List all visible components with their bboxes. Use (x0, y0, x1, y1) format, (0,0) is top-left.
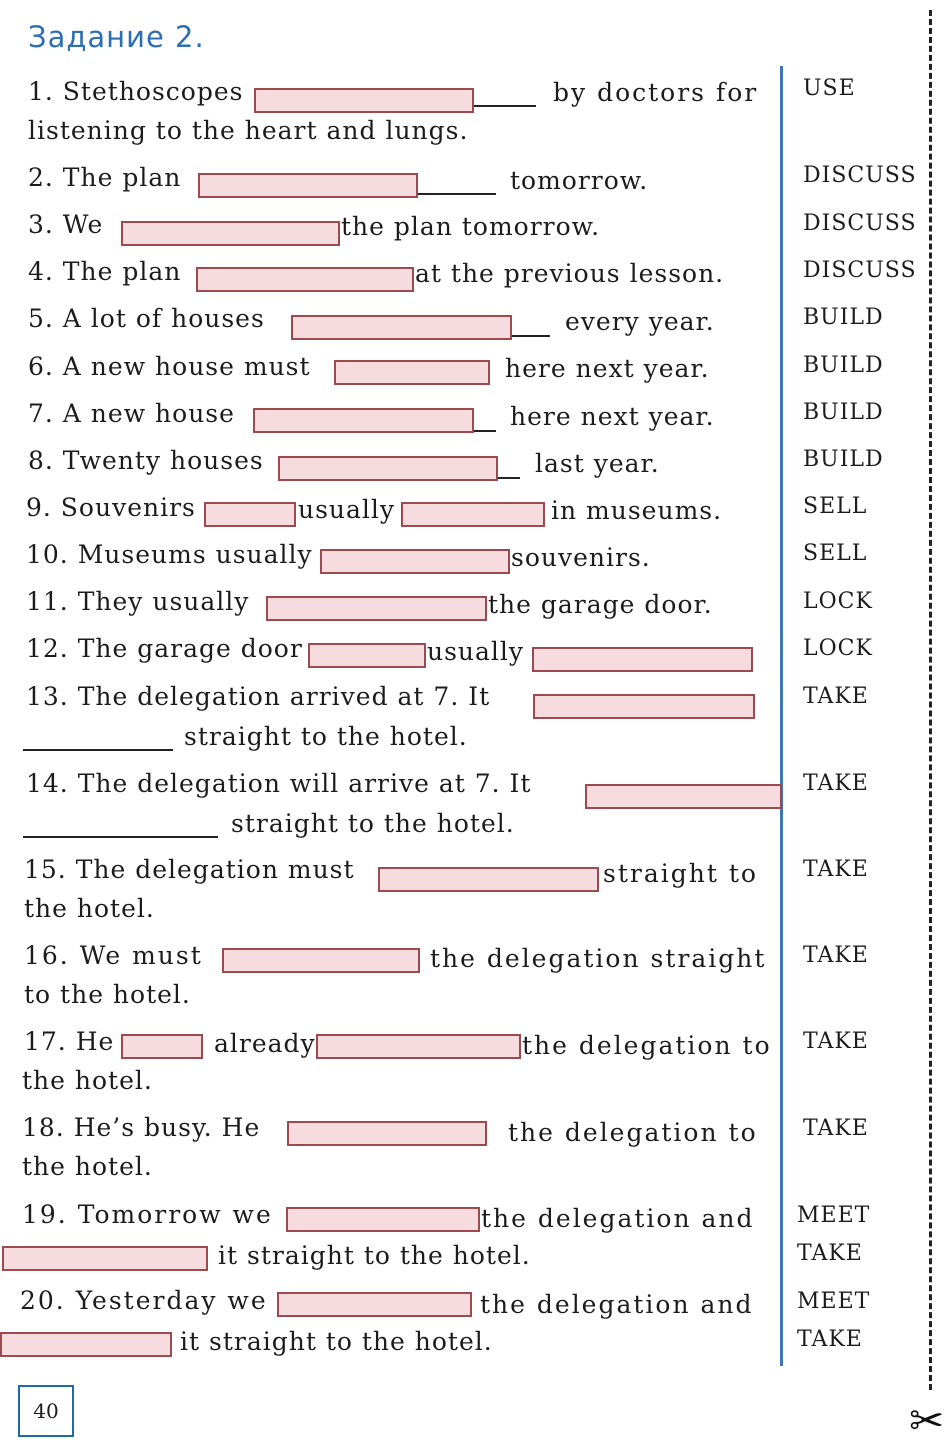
answer-field-1[interactable] (254, 88, 474, 113)
page-number: 40 (18, 1385, 74, 1437)
underline (512, 335, 550, 337)
item-19-text-b: the delegation and (481, 1204, 755, 1233)
item-20-text-c: it straight to the hotel. (180, 1327, 493, 1356)
item-12-text-a: 12. The garage door (26, 634, 303, 663)
item-5-text-b: every year. (565, 307, 715, 336)
item-8-text-a: 8. Twenty houses (28, 446, 264, 475)
item-17-text-d: the hotel. (22, 1066, 153, 1095)
answer-field-20a[interactable] (277, 1292, 472, 1317)
answer-field-12b[interactable] (532, 647, 753, 672)
item-11-text-b: the garage door. (488, 590, 713, 619)
answer-field-4[interactable] (196, 267, 414, 292)
verb-6: BUILD (803, 353, 884, 378)
answer-field-3[interactable] (121, 221, 340, 246)
underline (474, 105, 536, 107)
item-14-text-b: straight to the hotel. (231, 809, 515, 838)
answer-field-5[interactable] (291, 315, 512, 340)
item-10-text-b: souvenirs. (511, 543, 651, 572)
item-7-text-a: 7. A new house (28, 399, 235, 428)
scissors-icon: ✂ (909, 1396, 944, 1445)
item-16-text-a: 16. We must (24, 941, 203, 970)
underline (23, 836, 218, 838)
item-15-text-a: 15. The delegation must (24, 855, 355, 884)
verb-9: SELL (803, 494, 868, 519)
item-1-text-a: 1. Stethoscopes (28, 77, 244, 106)
answer-field-19a[interactable] (286, 1207, 480, 1232)
item-9-text-c: in museums. (551, 496, 723, 525)
column-divider (780, 66, 783, 1366)
item-17-text-a: 17. He (24, 1027, 115, 1056)
verb-15: TAKE (803, 857, 869, 882)
verb-13: TAKE (803, 684, 869, 709)
item-7-text-b: here next year. (510, 402, 715, 431)
underline (474, 430, 496, 432)
item-1-text-b: by doctors for (553, 78, 759, 107)
item-4-text-b: at the previous lesson. (415, 259, 725, 288)
item-6-text-b: here next year. (505, 354, 710, 383)
verb-19a: MEET (797, 1203, 871, 1228)
answer-field-15[interactable] (378, 867, 599, 892)
item-17-text-b: already (214, 1029, 316, 1058)
answer-field-10[interactable] (320, 549, 510, 574)
item-13-text-a: 13. The delegation arrived at 7. It (26, 682, 491, 711)
item-18-text-a: 18. He’s busy. He (22, 1113, 261, 1142)
answer-field-18[interactable] (287, 1121, 487, 1146)
answer-field-9a[interactable] (204, 502, 296, 527)
answer-field-16[interactable] (222, 948, 420, 973)
answer-field-11[interactable] (266, 596, 487, 621)
answer-field-6[interactable] (334, 360, 490, 385)
item-17-text-c: the delegation to (522, 1031, 772, 1060)
page-title: Задание 2. (28, 20, 205, 54)
answer-field-14[interactable] (585, 784, 782, 809)
verb-20b: TAKE (797, 1327, 863, 1352)
verb-4: DISCUSS (803, 258, 917, 283)
answer-field-8[interactable] (278, 456, 498, 481)
verb-1: USE (803, 76, 856, 101)
item-2-text-b: tomorrow. (510, 166, 649, 195)
item-8-text-b: last year. (535, 449, 660, 478)
answer-field-13[interactable] (533, 694, 755, 719)
item-20-text-a: 20. Yesterday we (20, 1286, 268, 1315)
item-19-text-a: 19. Tomorrow we (22, 1200, 273, 1229)
item-15-text-c: the hotel. (24, 894, 155, 923)
verb-10: SELL (803, 541, 868, 566)
verb-18: TAKE (803, 1116, 869, 1141)
answer-field-20b[interactable] (0, 1332, 172, 1357)
underline (418, 193, 496, 195)
answer-field-17a[interactable] (121, 1034, 203, 1059)
item-9-text-a: 9. Souvenirs (26, 493, 196, 522)
answer-field-2[interactable] (198, 173, 418, 198)
verb-2: DISCUSS (803, 163, 917, 188)
item-10-text-a: 10. Museums usually (26, 540, 313, 569)
verb-16: TAKE (803, 943, 869, 968)
item-16-text-c: to the hotel. (24, 980, 191, 1009)
cut-line (929, 10, 932, 1390)
item-1-text-c: listening to the heart and lungs. (28, 116, 469, 145)
item-12-text-b: usually (427, 637, 525, 666)
item-18-text-b: the delegation to (508, 1118, 758, 1147)
verb-3: DISCUSS (803, 211, 917, 236)
item-3-text-b: the plan tomorrow. (341, 212, 601, 241)
item-13-text-b: straight to the hotel. (184, 722, 468, 751)
verb-14: TAKE (803, 771, 869, 796)
item-20-text-b: the delegation and (480, 1290, 754, 1319)
answer-field-12a[interactable] (308, 643, 426, 668)
answer-field-17b[interactable] (316, 1034, 521, 1059)
answer-field-9b[interactable] (401, 502, 545, 527)
underline (498, 477, 520, 479)
verb-20a: MEET (797, 1289, 871, 1314)
verb-19b: TAKE (797, 1241, 863, 1266)
item-9-text-b: usually (298, 495, 396, 524)
verb-5: BUILD (803, 305, 884, 330)
item-5-text-a: 5. A lot of houses (28, 304, 265, 333)
underline (23, 749, 173, 751)
item-18-text-c: the hotel. (22, 1152, 153, 1181)
verb-17: TAKE (803, 1029, 869, 1054)
answer-field-19b[interactable] (2, 1246, 208, 1271)
verb-8: BUILD (803, 447, 884, 472)
item-15-text-b: straight to (603, 859, 758, 888)
item-4-text-a: 4. The plan (28, 257, 182, 286)
item-19-text-c: it straight to the hotel. (218, 1241, 531, 1270)
verb-7: BUILD (803, 400, 884, 425)
item-11-text-a: 11. They usually (26, 587, 250, 616)
item-16-text-b: the delegation straight (430, 944, 767, 973)
verb-12: LOCK (803, 636, 873, 661)
answer-field-7[interactable] (253, 408, 474, 433)
item-14-text-a: 14. The delegation will arrive at 7. It (26, 769, 532, 798)
item-2-text-a: 2. The plan (28, 163, 182, 192)
item-3-text-a: 3. We (28, 210, 104, 239)
verb-11: LOCK (803, 589, 873, 614)
item-6-text-a: 6. A new house must (28, 352, 311, 381)
